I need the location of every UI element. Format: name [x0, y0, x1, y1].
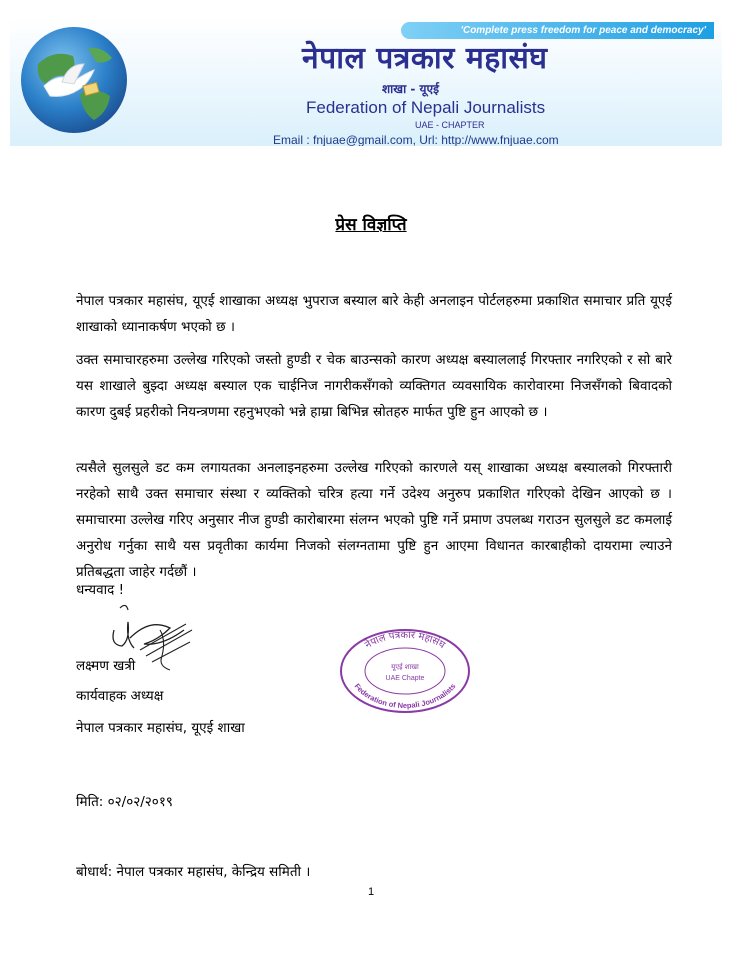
paragraph-1: नेपाल पत्रकार महासंघ, यूएई शाखाका अध्यक्ष भुपराज बस्याल बारे केही अनलाइन पोर्टलहरुमा प्रकाशित समाचार प्रति यूएई शाखाको ध्यानाकर्षण भएको छ ।	[76, 293, 672, 335]
stamp-middle-en: UAE Chapte	[385, 675, 425, 682]
paragraph-2: उक्त समाचारहरुमा उल्लेख गरिएको जस्तो हुण्डी र चेक बाउन्सको कारण अध्यक्ष बस्याललाई गिरफ्तार नगरिएको र सो बारे यस शाखाले बुझ्दा अध्यक्ष बस्याल एक चाईनिज नागरीकसँगको व्यक्तिगत व्यवसायिक कारोवारमा निजसँगको बिवादको कारण दुबई प्रहरीको नियन्त्रणमा रहनुभएको भन्ने हाम्रा बिभिन्न स्रोतहरु मार्फत पुष्टि हुन आएको छ ।	[76, 352, 672, 420]
closing-thanks: धन्यवाद !	[76, 582, 124, 598]
letterhead	[10, 18, 722, 146]
contact-line: Email : fnjuae@gmail.com, Url: http://www.fnjuae.com	[273, 133, 559, 146]
paragraph-3: त्यसैले सुलसुले डट कम लगायतका अनलाइनहरुमा उल्लेख गरिएको कारणले यस् शाखाका अध्यक्ष बस्यालको गिरफ्तारी नरहेको साथै उक्त समाचार संस्था र व्यक्तिको चरित्र हत्या गर्ने उदेश्य अनुरुप प्रकाशित गरिएको देखिन आएको छ । समाचारमा उल्लेख गरिए अनुसार नीज हुण्डी कारोबारमा संलग्न भएको पुष्टि गर्ने प्रमाण उपलब्ध गराउन सुलसुले डट कमलाई अनुरोध गर्नुका साथै यस प्रवृतीका कार्यमा निजको संलग्नतामा पुष्टि हुन आएमा विधानत कारबाहीको दायरामा ल्याउने प्रतिबद्धता जाहेर गर्दछौं ।	[76, 460, 672, 580]
stamp-bottom-text: Federation of Nepali Journalists	[352, 681, 458, 711]
official-stamp	[338, 628, 472, 714]
signer-role: कार्यवाहक अध्यक्ष	[76, 688, 164, 704]
page-number: 1	[367, 886, 375, 898]
signer-name: लक्ष्मण खत्री	[76, 658, 136, 674]
document-date: मिति: ०२/०२/२०१९	[76, 794, 173, 810]
stamp-top-text: नेपाल पत्रकार महासंघ	[363, 629, 447, 652]
org-name-nepali: नेपाल पत्रकार महासंघ	[302, 41, 548, 76]
tagline: 'Complete press freedom for peace and democracy'	[401, 22, 714, 39]
signer-organization: नेपाल पत्रकार महासंघ, यूएई शाखा	[76, 720, 245, 736]
svg-text:Federation of Nepali Journalis	[353, 682, 458, 710]
chapter-label: UAE - CHAPTER	[415, 120, 485, 130]
stamp-middle-np: यूएई शाखा	[391, 663, 419, 671]
copy-to-line: बोधार्थ: नेपाल पत्रकार महासंघ, केन्द्रिय समिती ।	[76, 864, 311, 880]
branch-name-nepali: शाखा - यूएई	[382, 82, 440, 96]
org-name-english: Federation of Nepali Journalists	[306, 98, 546, 117]
globe-dove-logo	[18, 24, 130, 136]
document-title: प्रेस विज्ञप्ति	[335, 215, 407, 235]
